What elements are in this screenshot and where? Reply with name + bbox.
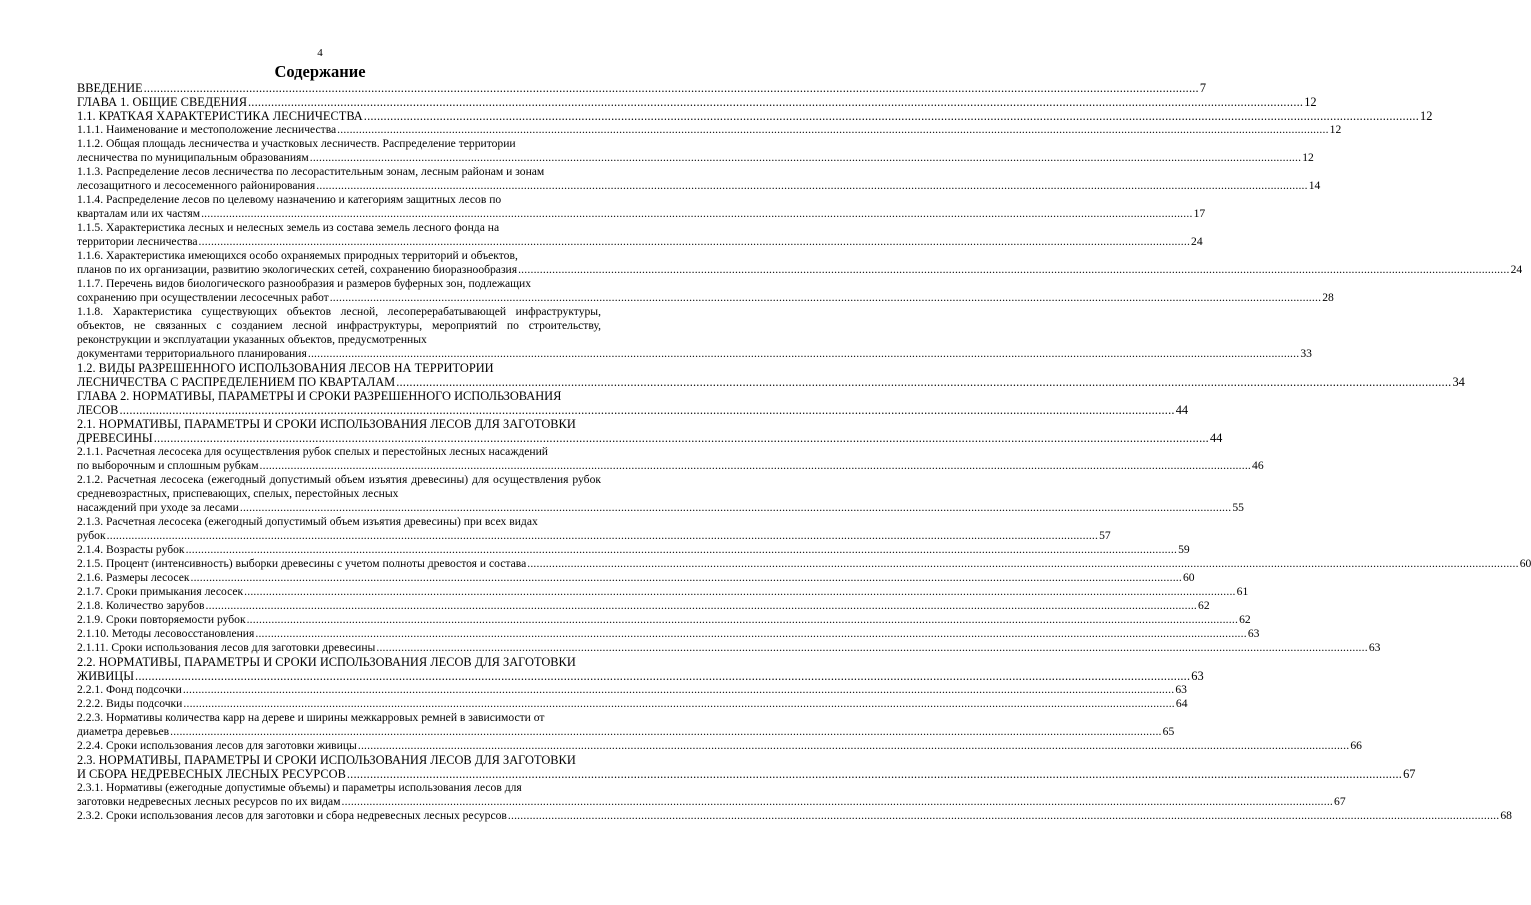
toc-entry[interactable]: [77, 137, 1314, 165]
toc-entry[interactable]: [77, 109, 1433, 123]
page-number: 4: [317, 47, 323, 59]
toc-entry-title: ЖИВИЦЫ: [77, 669, 135, 683]
toc-leader-dots: [260, 459, 1252, 473]
toc-page-number: 61: [1236, 585, 1249, 598]
toc-page-number: 44: [1175, 403, 1189, 417]
toc-entry[interactable]: [77, 445, 1264, 473]
toc-entry-heading: 1.1.2. Общая площадь лесничества и участковых лесничеств. Распределение территории: [77, 137, 516, 150]
toc-entry[interactable]: [77, 739, 1362, 753]
toc-leader-dots: [206, 599, 1198, 613]
toc-entry[interactable]: [77, 305, 1312, 361]
toc-leader-dots: [244, 585, 1236, 599]
toc-entry-title: 2.1.7. Сроки примыкания лесосек: [77, 585, 244, 598]
toc-page-number: 59: [1178, 543, 1190, 556]
toc-page-number: 63: [1175, 683, 1187, 696]
toc-entry[interactable]: [77, 781, 1346, 809]
toc-entry-title: 2.2.4. Сроки использования лесов для заготовки живицы: [77, 739, 357, 752]
toc-entry-title: рубок: [77, 529, 106, 542]
table-of-contents: [77, 81, 1531, 823]
toc-entry[interactable]: [77, 81, 1207, 95]
toc-page-number: 57: [1099, 529, 1111, 542]
toc-page-number: 7: [1199, 81, 1207, 95]
toc-page-number: 12: [1304, 95, 1317, 109]
toc-entry[interactable]: [77, 417, 1223, 445]
toc-entry-title: ЛЕСОВ: [77, 403, 119, 417]
toc-entry-title: лесозащитного и лесосеменного районирования: [77, 179, 316, 192]
toc-page-number: 68: [1500, 809, 1512, 822]
toc-entry-heading: 1.1.7. Перечень видов биологического разнообразия и размеров буферных зон, подлежащих: [77, 277, 532, 290]
toc-entry-heading: 1.1.6. Характеристика имеющихся особо охраняемых природных территорий и объектов,: [77, 249, 518, 262]
toc-entry[interactable]: [77, 361, 1465, 389]
toc-entry[interactable]: [77, 753, 1416, 781]
toc-entry-heading: 2.1.1. Расчетная лесосека для осуществления рубок спелых и перестойных лесных насаждений: [77, 445, 548, 458]
toc-entry-title: 1.1. КРАТКАЯ ХАРАКТЕРИСТИКА ЛЕСНИЧЕСТВА: [77, 109, 363, 123]
toc-leader-dots: [342, 795, 1334, 809]
toc-entry-heading: 2.3. НОРМАТИВЫ, ПАРАМЕТРЫ И СРОКИ ИСПОЛЬЗОВАНИЯ ЛЕСОВ ДЛЯ ЗАГОТОВКИ: [77, 753, 576, 767]
toc-page-number: 33: [1300, 347, 1312, 360]
toc-entry-title: 1.1.1. Наименование и местоположение лесничества: [77, 123, 337, 136]
toc-title: Содержание: [274, 62, 366, 81]
toc-entry[interactable]: [77, 277, 1334, 305]
toc-entry-title: документами территориального планирования: [77, 347, 307, 360]
toc-leader-dots: [183, 697, 1175, 711]
toc-entry[interactable]: [77, 473, 1244, 515]
toc-page-number: 63: [1247, 627, 1260, 640]
toc-entry-title: ГЛАВА 1. ОБЩИЕ СВЕДЕНИЯ: [77, 95, 247, 109]
toc-page-number: 65: [1162, 725, 1175, 738]
toc-page-number: 66: [1350, 739, 1362, 752]
toc-entry-heading: 1.1.5. Характеристика лесных и нелесных земель из состава земель лесного фонда на: [77, 221, 500, 234]
toc-entry-heading: 1.1.8. Характеристика существующих объектов лесной, лесоперерабатывающей инфраструктуры, объектов, не связанных с созданием лесной инфраструктуры, мероприятий по строительству, реконструкции и эксплуатации указанных объектов, предусмотренных: [77, 305, 601, 346]
toc-page-number: 28: [1322, 291, 1334, 304]
toc-leader-dots: [308, 347, 1300, 361]
toc-entry[interactable]: [77, 599, 1210, 613]
toc-entry[interactable]: [77, 655, 1204, 683]
toc-page-number: 60: [1519, 557, 1531, 570]
toc-leader-dots: [247, 613, 1239, 627]
toc-page-number: 63: [1368, 641, 1381, 654]
toc-page-number: 55: [1232, 501, 1244, 514]
toc-entry-title: кварталам или их частям: [77, 207, 201, 220]
toc-leader-dots: [201, 207, 1193, 221]
toc-entry[interactable]: [77, 613, 1251, 627]
toc-page-number: 44: [1209, 431, 1223, 445]
toc-entry[interactable]: [77, 683, 1187, 697]
toc-page-number: 14: [1308, 179, 1321, 192]
toc-leader-dots: [240, 501, 1232, 515]
toc-entry-title: ЛЕСНИЧЕСТВА С РАСПРЕДЕЛЕНИЕМ ПО КВАРТАЛАМ: [77, 375, 396, 389]
toc-entry[interactable]: [77, 571, 1195, 585]
toc-entry[interactable]: [77, 809, 1512, 823]
toc-leader-dots: [183, 683, 1175, 697]
toc-entry[interactable]: [77, 389, 1189, 417]
toc-leader-dots: [255, 627, 1247, 641]
toc-page-number: 24: [1191, 235, 1203, 248]
toc-entry[interactable]: [77, 221, 1203, 249]
toc-leader-dots: [358, 739, 1350, 753]
toc-entry-title: 2.1.11. Сроки использования лесов для заготовки древесины: [77, 641, 376, 654]
toc-leader-dots: [347, 767, 1402, 781]
toc-entry-title: ДРЕВЕСИНЫ: [77, 431, 153, 445]
toc-leader-dots: [248, 95, 1303, 109]
toc-entry-title: ВВЕДЕНИЕ: [77, 81, 143, 95]
toc-entry-heading: 1.2. ВИДЫ РАЗРЕШЕННОГО ИСПОЛЬЗОВАНИЯ ЛЕСОВ НА ТЕРРИТОРИИ: [77, 361, 494, 375]
toc-leader-dots: [154, 431, 1209, 445]
toc-leader-dots: [376, 641, 1368, 655]
toc-entry[interactable]: [77, 165, 1321, 193]
toc-entry-title: 2.1.8. Количество зарубов: [77, 599, 205, 612]
toc-entry[interactable]: [77, 697, 1188, 711]
toc-entry-heading: 2.2. НОРМАТИВЫ, ПАРАМЕТРЫ И СРОКИ ИСПОЛЬЗОВАНИЯ ЛЕСОВ ДЛЯ ЗАГОТОВКИ: [77, 655, 576, 669]
toc-entry[interactable]: [77, 193, 1206, 221]
toc-page-number: 67: [1403, 767, 1416, 781]
toc-leader-dots: [364, 109, 1419, 123]
toc-entry-title: лесничества по муниципальным образованиям: [77, 151, 309, 164]
toc-leader-dots: [199, 235, 1191, 249]
toc-entry-heading: 2.1.3. Расчетная лесосека (ежегодный допустимый объем изъятия древесины) при всех видах: [77, 515, 538, 528]
toc-page-number: 67: [1334, 795, 1346, 808]
toc-leader-dots: [186, 543, 1178, 557]
toc-entry-title: 2.3.2. Сроки использования лесов для заготовки и сбора недревесных лесных ресурсов: [77, 809, 507, 822]
toc-leader-dots: [508, 809, 1500, 823]
toc-entry-heading: 2.1. НОРМАТИВЫ, ПАРАМЕТРЫ И СРОКИ ИСПОЛЬЗОВАНИЯ ЛЕСОВ ДЛЯ ЗАГОТОВКИ: [77, 417, 576, 431]
toc-leader-dots: [316, 179, 1308, 193]
toc-page-number: 62: [1198, 599, 1210, 612]
toc-entry-title: 2.1.4. Возрасты рубок: [77, 543, 185, 556]
toc-entry-heading: 1.1.4. Распределение лесов по целевому назначению и категориям защитных лесов по: [77, 193, 502, 206]
toc-page-number: 60: [1182, 571, 1195, 584]
toc-page-number: 62: [1239, 613, 1251, 626]
toc-entry[interactable]: [77, 95, 1317, 109]
toc-entry-title: территории лесничества: [77, 235, 198, 248]
toc-page-number: 46: [1252, 459, 1264, 472]
toc-page-number: 12: [1329, 123, 1342, 136]
toc-leader-dots: [135, 669, 1190, 683]
toc-entry[interactable]: [77, 123, 1342, 137]
toc-leader-dots: [396, 375, 1451, 389]
toc-page-number: 34: [1452, 375, 1465, 389]
toc-leader-dots: [119, 403, 1174, 417]
toc-leader-dots: [170, 725, 1162, 739]
toc-entry[interactable]: [77, 585, 1249, 599]
toc-entry-heading: 2.2.3. Нормативы количества карр на дереве и ширины межкарровых ремней в зависимости от: [77, 711, 545, 724]
toc-entry-title: заготовки недревесных лесных ресурсов по их видам: [77, 795, 341, 808]
toc-entry-title: И СБОРА НЕДРЕВЕСНЫХ ЛЕСНЫХ РЕСУРСОВ: [77, 767, 346, 781]
toc-entry[interactable]: [77, 543, 1190, 557]
toc-leader-dots: [330, 291, 1322, 305]
toc-page-number: 24: [1510, 263, 1523, 276]
toc-entry-title: насаждений при уходе за лесами: [77, 501, 239, 514]
toc-entry-title: сохранению при осуществлении лесосечных работ: [77, 291, 329, 304]
toc-entry-title: планов по их организации, развитию экологических сетей, сохранению биоразнообразия: [77, 263, 518, 276]
toc-entry-heading: 2.3.1. Нормативы (ежегодные допустимые объемы) и параметры использования лесов для: [77, 781, 522, 794]
toc-leader-dots: [337, 123, 1329, 137]
toc-entry-title: 2.1.10. Методы лесовосстановления: [77, 627, 255, 640]
toc-leader-dots: [527, 557, 1519, 571]
toc-page-number: 12: [1420, 109, 1433, 123]
toc-entry[interactable]: [77, 515, 1111, 543]
toc-entry-title: 2.2.2. Виды подсочки: [77, 697, 183, 710]
toc-entry-title: 2.2.1. Фонд подсочки: [77, 683, 182, 696]
toc-entry-title: 2.1.5. Процент (интенсивность) выборки древесины с учетом полноты древостоя и состава: [77, 557, 527, 570]
toc-leader-dots: [518, 263, 1510, 277]
toc-entry[interactable]: [77, 627, 1260, 641]
toc-page-number: 64: [1175, 697, 1188, 710]
toc-page-number: 17: [1193, 207, 1206, 220]
toc-entry-heading: ГЛАВА 2. НОРМАТИВЫ, ПАРАМЕТРЫ И СРОКИ РАЗРЕШЕННОГО ИСПОЛЬЗОВАНИЯ: [77, 389, 562, 403]
toc-entry[interactable]: [77, 641, 1381, 655]
toc-entry-title: диаметра деревьев: [77, 725, 170, 738]
toc-entry-title: 2.1.6. Размеры лесосек: [77, 571, 190, 584]
toc-leader-dots: [144, 81, 1199, 95]
toc-entry[interactable]: [77, 249, 1523, 277]
toc-entry-heading: 1.1.3. Распределение лесов лесничества по лесорастительным зонам, лесным районам и зонам: [77, 165, 545, 178]
toc-entry-title: по выборочным и сплошным рубкам: [77, 459, 259, 472]
toc-entry-heading: 2.1.2. Расчетная лесосека (ежегодный допустимый объем изъятия древесины) для осуществления рубок средневозрастных, приспевающих, спелых, перестойных лесных: [77, 473, 601, 500]
toc-leader-dots: [190, 571, 1182, 585]
toc-leader-dots: [310, 151, 1302, 165]
toc-leader-dots: [107, 529, 1099, 543]
toc-page-number: 12: [1302, 151, 1314, 164]
toc-page-number: 63: [1191, 669, 1204, 683]
toc-entry-title: 2.1.9. Сроки повторяемости рубок: [77, 613, 246, 626]
toc-entry[interactable]: [77, 557, 1531, 571]
toc-entry[interactable]: [77, 711, 1175, 739]
